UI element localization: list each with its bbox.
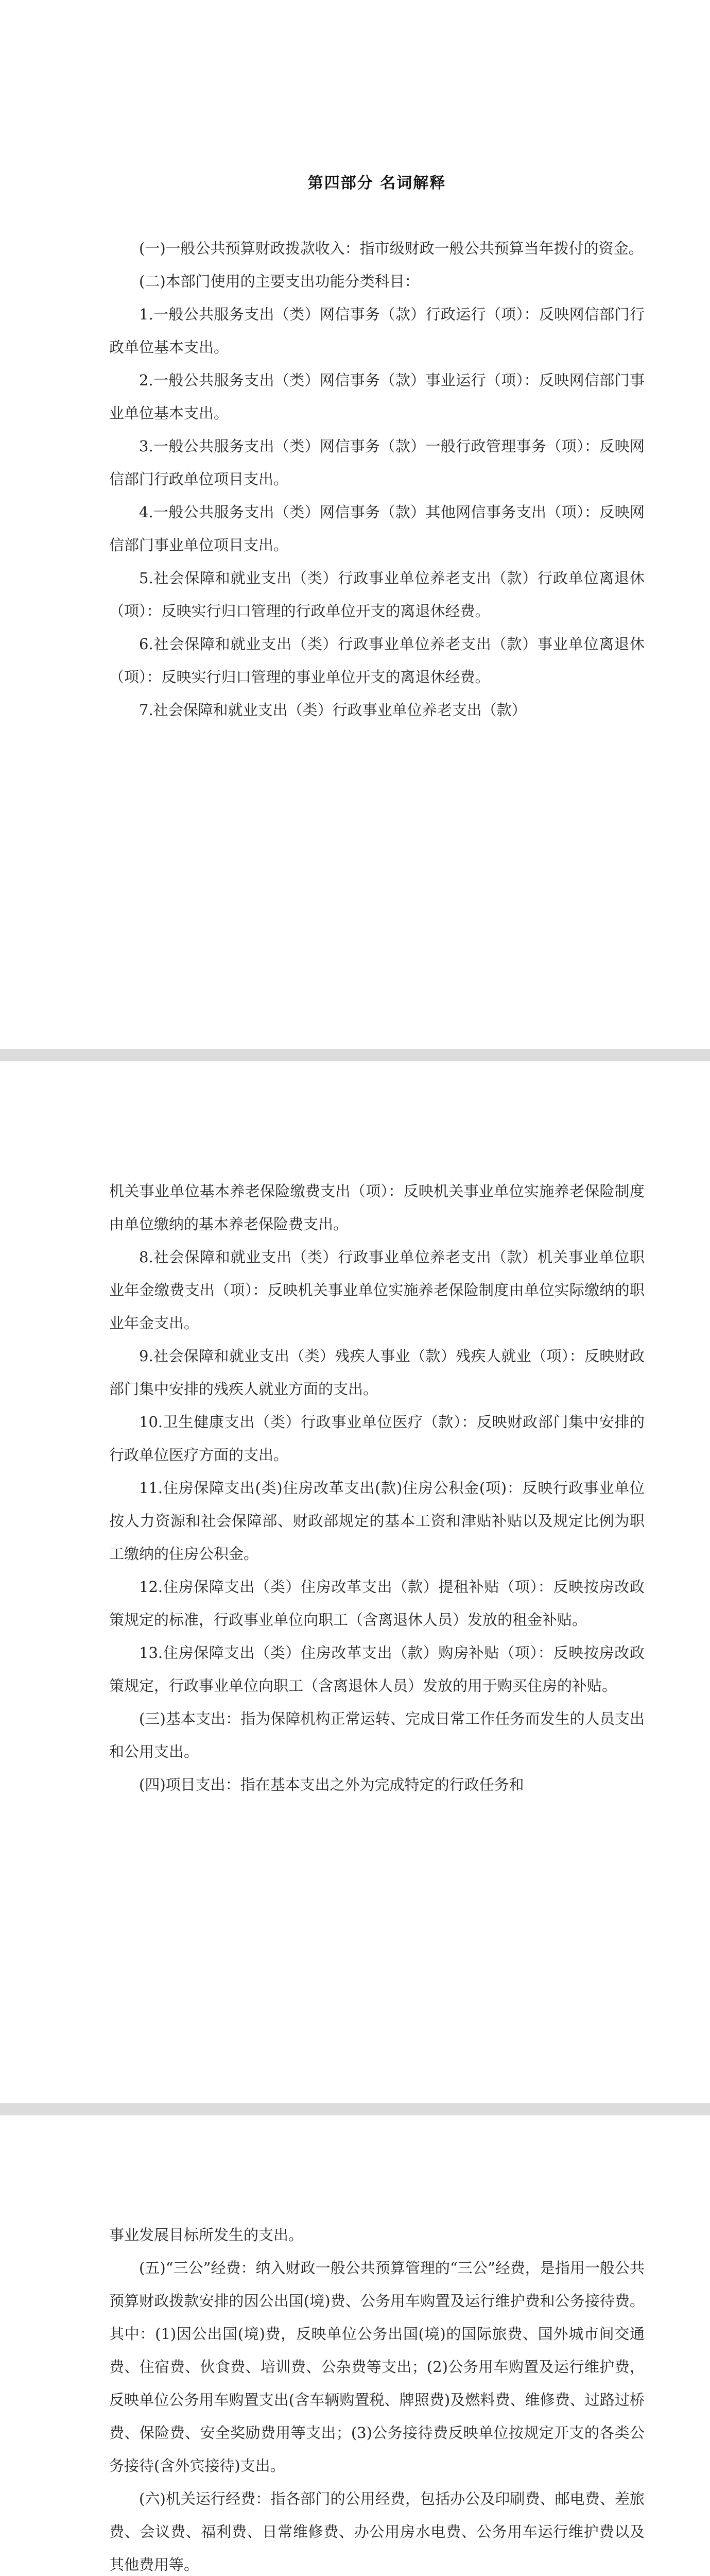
paragraph-item-10: 10.卫生健康支出（类）行政事业单位医疗（款）：反映财政部门集中安排的行政单位医疗方面的支出。 (109, 1413, 645, 1464)
paragraph-item-12: 12.住房保障支出（类）住房改革支出（款）提租补贴（项）：反映按房改政策规定的标准，行政事业单位向职工（含离退休人员）发放的租金补贴。 (109, 1578, 645, 1629)
page-1 (0, 0, 710, 1055)
paragraph-project-expenditure-start: (四)项目支出：指在基本支出之外为完成特定的行政任务和 (139, 1776, 524, 1793)
paragraph-item-13: 13.住房保障支出（类）住房改革支出（款）购房补贴（项）：反映按房改政策规定，行政事业单位向职工（含离退休人员）发放的用于购买住房的补贴。 (109, 1644, 645, 1694)
paragraph-item-2: 2.一般公共服务支出（类）网信事务（款）事业运行（项）：反映网信部门事业单位基本支出。 (109, 371, 645, 422)
paragraph-basic-expenditure: (三)基本支出：指为保障机构正常运转、完成日常工作任务而发生的人员支出和公用支出。 (109, 1710, 645, 1760)
page-3-content (109, 2218, 645, 2576)
paragraph-item-3: 3.一般公共服务支出（类）网信事务（款）一般行政管理事务（项）：反映网信部门行政单位项目支出。 (109, 437, 645, 488)
paragraph-expenditure-categories: (二)本部门使用的主要支出功能分类科目： (139, 273, 420, 290)
page-3 (0, 2115, 710, 2576)
paragraph-item-7-continued: 机关事业单位基本养老保险缴费支出（项）：反映机关事业单位实施养老保险制度由单位缴纳的基本养老保险费支出。 (109, 1182, 645, 1233)
paragraph-fiscal-appropriation-income: (一)一般公共预算财政拨款收入：指市级财政一般公共预算当年拨付的资金。 (139, 240, 644, 257)
page-1-content (109, 170, 645, 726)
section-title: 第四部分 名词解释 (307, 174, 446, 192)
paragraph-item-6: 6.社会保障和就业支出（类）行政事业单位养老支出（款）事业单位离退休（项）：反映实行归口管理的事业单位开支的离退休经费。 (109, 635, 645, 686)
page-separator (0, 2103, 710, 2115)
paragraph-item-1: 1.一般公共服务支出（类）网信事务（款）行政运行（项）：反映网信部门行政单位基本支出。 (109, 306, 645, 356)
page-2-content (109, 1175, 645, 1801)
paragraph-item-7-start: 7.社会保障和就业支出（类）行政事业单位养老支出（款） (139, 701, 527, 719)
paragraph-operating-expenses: (六)机关运行经费：指各部门的公用经费，包括办公及印刷费、邮电费、差旅费、会议费、福利费、日常维修费、办公用房水电费、公务用车运行维护费以及其他费用等。 (109, 2490, 645, 2573)
paragraph-item-4: 4.一般公共服务支出（类）网信事务（款）其他网信事务支出（项）：反映网信部门事业单位项目支出。 (109, 503, 645, 554)
paragraph-three-public-expenses: (五)“三公”经费：纳入财政一般公共预算管理的“三公”经费，是指用一般公共预算财政拨款安排的因公出国(境)费、公务用车购置及运行维护费和公务接待费。其中：(1)因公出国(境)费，反映单位公务出国(境)的国际旅费、国外城市间交通费、住宿费、伙食费、培训费、公杂费等支出；(2)公务用车购置及运行维护费，反映单位公务用车购置支出(含车辆购置税、牌照费)及燃料费、维修费、过路过桥费、保险费、安全奖励费用等支出；(3)公务接待费反映单位按规定开支的各类公务接待(含外宾接待)支出。 (109, 2259, 645, 2475)
paragraph-item-5: 5.社会保障和就业支出（类）行政事业单位养老支出（款）行政单位离退休（项）：反映实行归口管理的行政单位开支的离退休经费。 (109, 569, 645, 620)
page-separator (0, 1049, 710, 1061)
paragraph-item-9: 9.社会保障和就业支出（类）残疾人事业（款）残疾人就业（项）：反映财政部门集中安排的残疾人就业方面的支出。 (109, 1347, 645, 1398)
page-2 (0, 1061, 710, 2094)
paragraph-item-8: 8.社会保障和就业支出（类）行政事业单位养老支出（款）机关事业单位职业年金缴费支出（项）：反映机关事业单位实施养老保险制度由单位实际缴纳的职业年金支出。 (109, 1248, 645, 1332)
paragraph-item-11: 11.住房保障支出(类)住房改革支出(款)住房公积金(项)：反映行政事业单位按人力资源和社会保障部、财政部规定的基本工资和津贴补贴以及规定比例为职工缴纳的住房公积金。 (109, 1479, 645, 1563)
paragraph-project-expenditure-continued: 事业发展目标所发生的支出。 (109, 2226, 304, 2244)
